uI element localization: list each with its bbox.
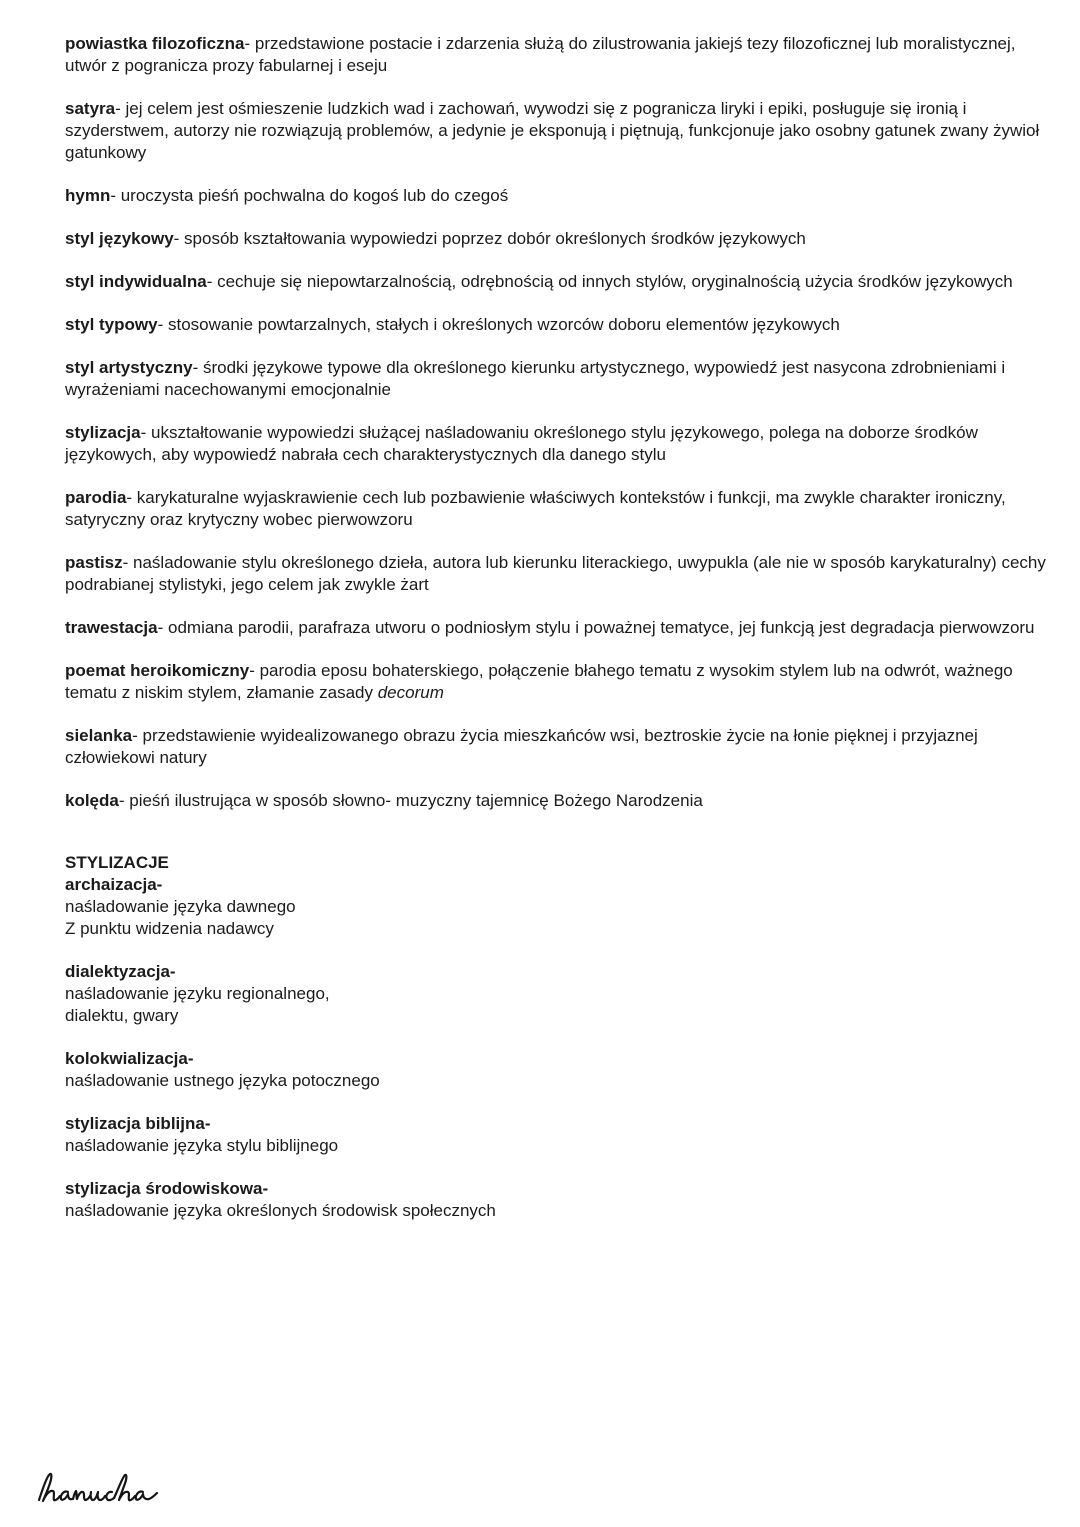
entry-term: satyra bbox=[65, 99, 116, 118]
entry-definition: - cechuje się niepowtarzalnością, odrębnością od innych stylów, oryginalnością użycia środków językowych bbox=[206, 272, 1013, 291]
entry-powiastka-filozoficzna bbox=[65, 33, 1050, 77]
entry-hymn bbox=[65, 185, 1050, 207]
entry-poemat-heroikomiczny bbox=[65, 660, 1050, 704]
entry-definition: - stosowanie powtarzalnych, stałych i określonych wzorców doboru elementów językowych bbox=[157, 315, 840, 334]
entry-definition: - ukształtowanie wypowiedzi służącej naśladowaniu określonego stylu językowego, polega na doborze środków językowych, aby wypowiedź nabrała cech charakterystycznych dla danego stylu bbox=[65, 423, 978, 464]
entry-term: powiastka filozoficzna bbox=[65, 34, 245, 53]
entry-term: styl językowy bbox=[65, 229, 174, 248]
stylizacja-term: kolokwializacja- bbox=[65, 1049, 194, 1068]
stylizacja-dialektyzacja bbox=[65, 961, 1050, 1027]
stylizacje-section bbox=[65, 852, 1050, 1222]
entry-definition: - pieśń ilustrująca w sposób słowno- muzyczny tajemnicę Bożego Narodzenia bbox=[118, 791, 703, 810]
entry-satyra bbox=[65, 98, 1050, 164]
entry-definition: - karykaturalne wyjaskrawienie cech lub pozbawienie właściwych kontekstów i funkcji, ma zwykle charakter ironiczny, satyryczny oraz krytyczny wobec pierwowzoru bbox=[65, 488, 1006, 529]
stylizacja-term: dialektyzacja- bbox=[65, 962, 176, 981]
entry-definition-italic: decorum bbox=[377, 683, 444, 702]
entry-stylizacja bbox=[65, 422, 1050, 466]
entry-styl-typowy bbox=[65, 314, 1050, 336]
entry-styl-indywidualna bbox=[65, 271, 1050, 293]
entry-definition: - sposób kształtowania wypowiedzi poprzez dobór określonych środków językowych bbox=[173, 229, 806, 248]
stylizacja-term: stylizacja biblijna- bbox=[65, 1114, 211, 1133]
stylizacja-line: naśladowanie języka określonych środowisk społecznych bbox=[65, 1201, 496, 1220]
entry-definition: - przedstawione postacie i zdarzenia służą do zilustrowania jakiejś tezy filozoficznej lub moralistycznej, utwór z pogranicza prozy fabularnej i eseju bbox=[65, 34, 1016, 75]
entry-koleda bbox=[65, 790, 1050, 812]
entry-term: styl indywidualna bbox=[65, 272, 207, 291]
entry-definition: - odmiana parodii, parafraza utworu o podniosłym stylu i poważnej tematyce, jej funkcją jest degradacja pierwowzoru bbox=[157, 618, 1035, 637]
section-title: STYLIZACJE bbox=[65, 853, 169, 872]
stylizacja-term: archaizacja- bbox=[65, 875, 163, 894]
stylizacja-line: naśladowanie języka stylu biblijnego bbox=[65, 1136, 339, 1155]
entry-definition: - przedstawienie wyidealizowanego obrazu życia mieszkańców wsi, beztroskie życie na łonie pięknej i przyjaznej człowiekowi natury bbox=[65, 726, 978, 767]
handwritten-signature bbox=[35, 1470, 165, 1510]
entry-term: styl artystyczny bbox=[65, 358, 193, 377]
stylizacja-line: Z punktu widzenia nadawcy bbox=[65, 919, 274, 938]
entry-term: sielanka bbox=[65, 726, 133, 745]
entry-term: kolęda bbox=[65, 791, 119, 810]
stylizacja-srodowiskowa bbox=[65, 1178, 1050, 1222]
stylizacja-term: stylizacja środowiskowa- bbox=[65, 1179, 269, 1198]
stylizacja-line: naśladowanie języka dawnego bbox=[65, 897, 296, 916]
entry-definition: - jej celem jest ośmieszenie ludzkich wad i zachowań, wywodzi się z pogranicza liryki i epiki, posługuje się ironią i szyderstwem, autorzy nie rozwiązują problemów, a jedynie je eksponują i piętnują, funkcjonuje jako osobny gatunek zwany żywioł gatunkowy bbox=[65, 99, 1040, 162]
entry-pastisz bbox=[65, 552, 1050, 596]
stylizacja-biblijna bbox=[65, 1113, 1050, 1157]
entry-definition: - parodia eposu bohaterskiego, połączenie błahego tematu z wysokim stylem lub na odwrót, ważnego tematu z niskim stylem, złamanie zasady bbox=[65, 661, 1013, 702]
entry-term: parodia bbox=[65, 488, 127, 507]
entry-term: pastisz bbox=[65, 553, 123, 572]
entry-parodia bbox=[65, 487, 1050, 531]
entry-trawestacja bbox=[65, 617, 1050, 639]
entry-styl-artystyczny bbox=[65, 357, 1050, 401]
entry-term: styl typowy bbox=[65, 315, 158, 334]
entry-definition: - uroczysta pieśń pochwalna do kogoś lub do czegoś bbox=[110, 186, 509, 205]
entry-definition: - środki językowe typowe dla określonego kierunku artystycznego, wypowiedź jest nasycona zdrobnieniami i wyrażeniami nacechowanymi emocjonalnie bbox=[65, 358, 1006, 399]
entry-definition: - naśladowanie stylu określonego dzieła, autora lub kierunku literackiego, uwypukla (ale nie w sposób karykaturalny) cechy podrabianej stylistyki, jego celem jak zwykle żart bbox=[65, 553, 1046, 594]
stylizacja-line: naśladowanie ustnego języka potocznego bbox=[65, 1071, 380, 1090]
entry-term: trawestacja bbox=[65, 618, 158, 637]
entry-term: hymn bbox=[65, 186, 111, 205]
entry-styl-jezykowy bbox=[65, 228, 1050, 250]
entry-term: poemat heroikomiczny bbox=[65, 661, 250, 680]
document-page bbox=[65, 33, 1050, 1243]
entry-term: stylizacja bbox=[65, 423, 141, 442]
stylizacja-archaizacja bbox=[65, 874, 1050, 940]
stylizacja-line: dialektu, gwary bbox=[65, 1006, 179, 1025]
entry-sielanka bbox=[65, 725, 1050, 769]
stylizacja-kolokwializacja bbox=[65, 1048, 1050, 1092]
stylizacja-line: naśladowanie języku regionalnego, bbox=[65, 984, 330, 1003]
